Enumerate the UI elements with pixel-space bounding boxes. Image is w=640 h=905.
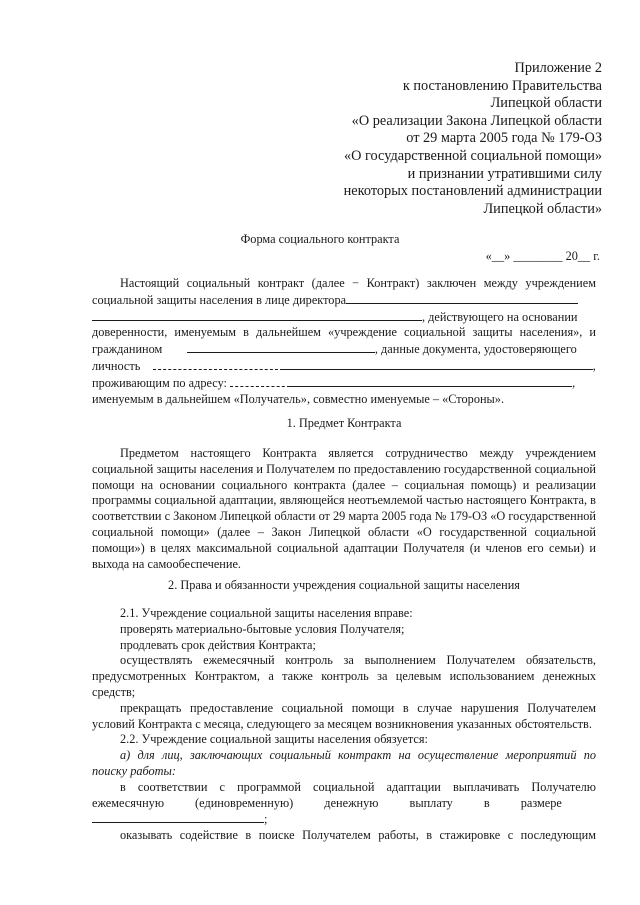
id-document-field-b[interactable] [283, 358, 593, 370]
intro-line [92, 375, 596, 392]
right-item: осуществлять ежемесячный контроль за выполнением Получателем обязательств, предусмотренных Контрактом, а также контроль за целевым использованием денежных средств; [92, 653, 596, 699]
address-field-b[interactable] [290, 375, 572, 387]
director-name-field-cont[interactable] [92, 309, 422, 321]
header-line: некоторых постановлений администрации [343, 183, 602, 200]
header-line: Приложение 2 [514, 60, 602, 76]
obligation-item [92, 780, 596, 828]
payment-amount-field[interactable] [92, 811, 264, 823]
right-item: продлевать срок действия Контракта; [120, 637, 316, 652]
header-line: Липецкой области [490, 95, 602, 112]
header-line: от 29 марта 2005 года № 179-ОЗ [406, 130, 602, 147]
section-1-body [92, 446, 596, 572]
header-line: «О государственной социальной помощи» [344, 147, 602, 164]
header-line: к постановлению Правительства [402, 77, 602, 94]
intro-text: проживающим по адресу: [92, 375, 227, 390]
section-1-title: 1. Предмет Контракта [286, 416, 402, 430]
intro-line: доверенности, именуемым в дальнейшем «учреждение социальной защиты населения», и [92, 325, 596, 340]
section-2-body [92, 606, 596, 844]
intro-line [92, 341, 596, 358]
director-name-field[interactable] [346, 292, 578, 304]
intro-line [92, 309, 596, 326]
appendix-header [262, 60, 602, 218]
date-line: «__» ________ 20__ г. [485, 249, 600, 263]
section-2-title: 2. Права и обязанности учреждения социальной защиты населения [168, 578, 520, 592]
citizen-name-field[interactable] [187, 341, 375, 353]
intro-line [92, 292, 596, 309]
header-line: и признании утратившими силу [407, 165, 602, 182]
intro-text: , действующего на основании [422, 309, 578, 324]
intro-text: , данные документа, удостоверяющего [374, 342, 577, 357]
form-title: Форма социального контракта [240, 232, 400, 246]
section-1-text: Предметом настоящего Контракта является сотрудничество между учреждением социальной защиты населения и Получателем по предоставлению государственной социальной помощи на основании социального контракта (далее – социальная помощь) и реализации программы социальной адаптации, являющейся неотъемлемой частью настоящего Контракта, в соответствии с Законом Липецкой области от 29 марта 2005 года № 179-ОЗ «О государственной социальной помощи» (далее – Закон Липецкой области «О государственной социальной помощи») в целях максимальной социальной адаптации Получателя (и членов его семьи) и выхода на самообеспечение. [92, 446, 596, 571]
clause-2-2-a-text: а) для лиц, заключающих социальный контракт на осуществление мероприятий по поиску работы: [92, 748, 596, 778]
intro-line [92, 358, 596, 375]
intro-text: гражданином [92, 342, 163, 357]
id-document-field-a[interactable] [153, 358, 283, 370]
clause-2-2-a [92, 748, 596, 780]
right-item: проверять материально-бытовые условия Получателя; [120, 621, 405, 636]
clause-2-2: 2.2. Учреждение социальной защиты населения обязуется: [120, 732, 428, 747]
obligation-text: в соответствии с программой социальной адаптации выплачивать Получателю ежемесячную (единовременную) денежную выплату в размере [92, 779, 596, 810]
intro-text: личность [92, 358, 141, 373]
header-line: «О реализации Закона Липецкой области [351, 112, 602, 129]
header-line: Липецкой области» [483, 200, 602, 217]
intro-text: социальной защиты населения в лице директора [92, 292, 347, 307]
intro-line: именуемым в дальнейшем «Получатель», совместно именуемые – «Стороны». [92, 391, 505, 406]
obligation-item: оказывать содействие в поиске Получателем работы, в стажировке с последующим [120, 828, 596, 843]
right-item: прекращать предоставление социальной помощи в случае нарушения Получателем условий Контракта с месяца, следующего за месяцем возникновения указанных обстоятельств. [92, 700, 596, 731]
obligation-text-end: ; [264, 812, 268, 827]
intro-block [92, 276, 596, 407]
intro-line: Настоящий социальный контракт (далее − Контракт) заключен между учреждением [120, 276, 596, 290]
intro-text: , [592, 358, 596, 373]
address-field-a[interactable] [230, 375, 290, 387]
clause-2-1: 2.1. Учреждение социальной защиты населения вправе: [120, 606, 413, 620]
intro-text: , [572, 375, 576, 390]
